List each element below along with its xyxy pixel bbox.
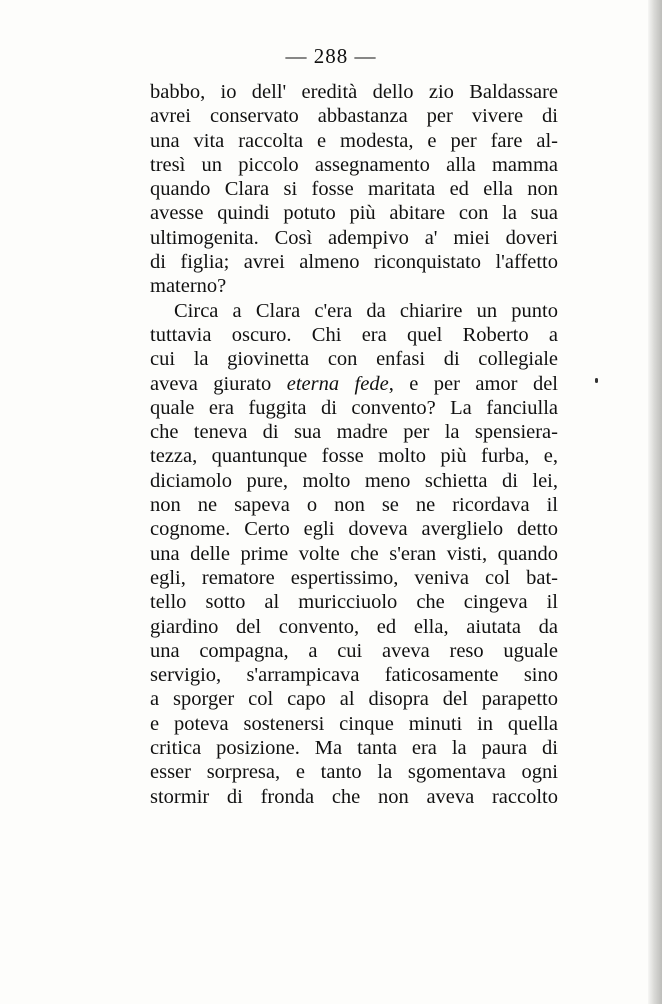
text-line: una vita raccolta e modesta, e per fare al- <box>150 129 558 152</box>
text-line: materno? <box>150 275 227 298</box>
text-line-mixed <box>150 372 558 396</box>
text-line: cui la giovinetta con enfasi di collegiale <box>150 348 558 371</box>
text-line: esser sorpresa, e tanto la sgomentava ogni <box>150 761 558 784</box>
text-line: avrei conservato abbastanza per vivere di <box>150 105 558 128</box>
text-line: a sporger col capo al disopra del parapetto <box>150 688 558 711</box>
text-line: quando Clara si fosse maritata ed ella non <box>150 178 558 201</box>
text-line: Circa a Clara c'era da chiarire un punto <box>174 299 558 322</box>
text-fragment: aveva giurato <box>150 372 287 395</box>
text-line: quale era fuggita di convento? La fanciulla <box>150 396 558 419</box>
text-line: e poteva sostenersi cinque minuti in quella <box>150 712 558 735</box>
text-line: che teneva di sua madre per la spensiera- <box>150 421 558 444</box>
text-line: una compagna, a cui aveva reso uguale <box>150 639 558 662</box>
text-line: servigio, s'arrampicava faticosamente sino <box>150 664 558 687</box>
text-line: stormir di fronda che non aveva raccolto <box>150 785 558 808</box>
text-line: ultimogenita. Così adempivo a' miei doveri <box>150 226 558 249</box>
page-edge-shadow <box>648 0 662 1004</box>
page-number: — 288 — <box>285 44 377 68</box>
text-line: tresì un piccolo assegnamento alla mamma <box>150 153 558 176</box>
text-line: di figlia; avrei almeno riconquistato l'affetto <box>150 251 558 274</box>
italic-phrase: eterna fede <box>286 372 389 395</box>
ink-speck <box>595 378 598 383</box>
body-text <box>150 80 558 809</box>
text-line: avesse quindi potuto più abitare con la sua <box>150 202 558 225</box>
text-line: egli, rematore espertissimo, veniva col bat- <box>150 566 558 589</box>
text-line: tezza, quantunque fosse molto più furba, e, <box>150 445 558 468</box>
text-line: non ne sapeva o non se ne ricordava il <box>150 494 558 517</box>
text-line: tuttavia oscuro. Chi era quel Roberto a <box>150 323 558 346</box>
text-line: tello sotto al muricciuolo che cingeva il <box>150 591 558 614</box>
text-line: cognome. Certo egli doveva averglielo detto <box>150 518 558 541</box>
text-line: critica posizione. Ma tanta era la paura di <box>150 737 558 760</box>
text-line: una delle prime volte che s'eran visti, quando <box>150 542 558 565</box>
text-fragment: , e per amor del <box>388 372 558 395</box>
text-line: giardino del convento, ed ella, aiutata da <box>150 615 558 638</box>
text-line: diciamolo pure, molto meno schietta di lei, <box>150 469 558 492</box>
text-line: babbo, io dell' eredità dello zio Baldassare <box>150 81 558 103</box>
